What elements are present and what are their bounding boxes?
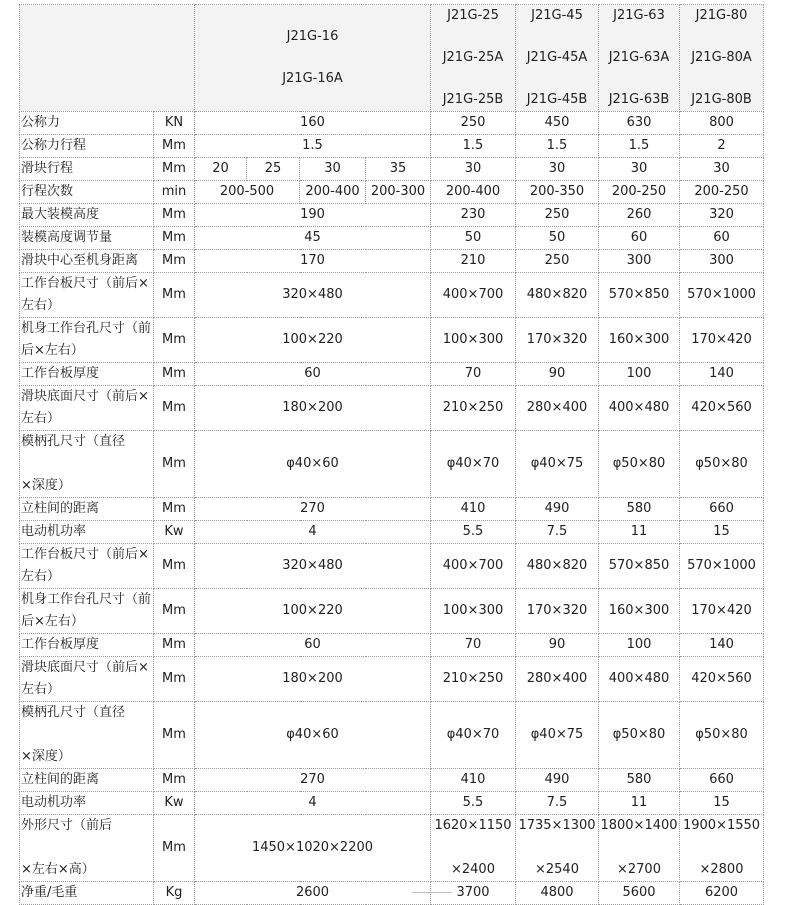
unit-cell: min [154, 181, 195, 204]
value-cell: 60 [599, 227, 680, 250]
value-cell: 140 [680, 634, 764, 657]
unit-cell: Mm [154, 158, 195, 181]
table-row [20, 227, 764, 250]
value-cell: 1.5 [516, 135, 599, 158]
table-row [20, 158, 764, 181]
table-row [20, 792, 764, 815]
table-row [20, 769, 764, 792]
row-label: 工作台板尺寸（前后×左右） [20, 273, 154, 318]
value-cell-16: 100×220 [195, 589, 431, 634]
value-cell: 11 [599, 792, 680, 815]
scroll-marker [412, 892, 452, 899]
model-name: J21G-80A [691, 50, 752, 65]
value-cell: 400×480 [599, 657, 680, 702]
value-cell: 480×820 [516, 544, 599, 589]
row-label: 滑块底面尺寸（前后×左右） [20, 386, 154, 431]
value-cell: 200-350 [516, 181, 599, 204]
value-cell: 140 [680, 363, 764, 386]
value-cell: φ50×80 [599, 702, 680, 769]
row-label-line: ×深度） [21, 478, 71, 493]
value-cell: 570×1000 [680, 273, 764, 318]
row-label [20, 815, 154, 882]
value-cell [599, 815, 680, 882]
row-label: 滑块行程 [20, 158, 154, 181]
model-name: J21G-45 [531, 8, 583, 23]
table-row [20, 634, 764, 657]
value-cell: 570×1000 [680, 544, 764, 589]
row-label: 工作台板厚度 [20, 363, 154, 386]
value-cell-16: 2600 [195, 882, 431, 905]
value-cell-16: 1.5 [195, 135, 431, 158]
value-cell: 170×320 [516, 589, 599, 634]
value-cell: 30 [680, 158, 764, 181]
value-cell: 5.5 [431, 792, 516, 815]
value-cell-16: φ40×60 [195, 431, 431, 498]
value-cell-16: 60 [195, 363, 431, 386]
value-cell: 400×480 [599, 386, 680, 431]
value-cell: 160×300 [599, 589, 680, 634]
value-cell: 170×420 [680, 589, 764, 634]
row-label: 装模高度调节量 [20, 227, 154, 250]
value-cell: φ40×70 [431, 431, 516, 498]
row-label [20, 702, 154, 769]
value-cell [516, 815, 599, 882]
table-row [20, 273, 764, 318]
value-cell: 210 [431, 250, 516, 273]
value-cell: 420×560 [680, 657, 764, 702]
row-label: 行程次数 [20, 181, 154, 204]
value-cell: 160×300 [599, 318, 680, 363]
value-line: ×2800 [699, 862, 744, 877]
value-cell-16: 270 [195, 769, 431, 792]
row-label: 立柱间的距离 [20, 769, 154, 792]
value-cell: 100×300 [431, 589, 516, 634]
value-cell-16: 1450×1020×2200 [195, 815, 431, 882]
row-label: 机身工作台孔尺寸（前后×左右） [20, 589, 154, 634]
sub-value-cell: 200-400 [300, 181, 366, 204]
sub-value-cell: 35 [366, 158, 431, 181]
unit-cell: Mm [154, 544, 195, 589]
model-name: J21G-63B [608, 92, 670, 107]
row-label: 工作台板厚度 [20, 634, 154, 657]
sub-value-cell: 25 [247, 158, 300, 181]
table-row [20, 318, 764, 363]
row-label: 机身工作台孔尺寸（前后×左右） [20, 318, 154, 363]
unit-cell: Mm [154, 363, 195, 386]
value-cell: 210×250 [431, 386, 516, 431]
value-cell: 100 [599, 363, 680, 386]
unit-cell: KN [154, 112, 195, 135]
value-cell-16: 4 [195, 792, 431, 815]
sub-value-cell: 20 [195, 158, 247, 181]
value-cell: 480×820 [516, 273, 599, 318]
value-line: 1800×1400 [600, 818, 678, 833]
value-cell: φ40×70 [431, 702, 516, 769]
value-cell: 50 [431, 227, 516, 250]
sub-value-cell: 200-300 [366, 181, 431, 204]
unit-cell: Mm [154, 318, 195, 363]
value-cell: 490 [516, 498, 599, 521]
header-model-63 [599, 5, 680, 112]
unit-cell: Mm [154, 498, 195, 521]
value-cell: 490 [516, 769, 599, 792]
value-cell: 50 [516, 227, 599, 250]
table-row [20, 204, 764, 227]
value-cell: 630 [599, 112, 680, 135]
unit-cell: Mm [154, 135, 195, 158]
value-line: ×2540 [535, 862, 579, 877]
value-cell: 100 [599, 634, 680, 657]
value-cell: 5.5 [431, 521, 516, 544]
row-label: 公称力 [20, 112, 154, 135]
value-cell: 660 [680, 498, 764, 521]
value-line: 1735×1300 [518, 818, 596, 833]
value-cell: 60 [680, 227, 764, 250]
model-name: J21G-63A [608, 50, 670, 65]
value-cell: 280×400 [516, 657, 599, 702]
value-cell: φ50×80 [599, 431, 680, 498]
table-row [20, 657, 764, 702]
table-row [20, 521, 764, 544]
value-cell: 3700 [431, 882, 516, 905]
value-cell: 420×560 [680, 386, 764, 431]
unit-cell: Mm [154, 769, 195, 792]
value-cell: 30 [516, 158, 599, 181]
unit-cell: Mm [154, 250, 195, 273]
value-cell: φ40×75 [516, 431, 599, 498]
value-cell: 210×250 [431, 657, 516, 702]
value-cell: 250 [516, 204, 599, 227]
value-cell-16: 4 [195, 521, 431, 544]
unit-cell: Mm [154, 815, 195, 882]
row-label: 电动机功率 [20, 521, 154, 544]
table-row [20, 498, 764, 521]
unit-cell: Kg [154, 882, 195, 905]
value-cell: 580 [599, 498, 680, 521]
value-cell: 170×320 [516, 318, 599, 363]
value-cell: 70 [431, 634, 516, 657]
value-cell: 2 [680, 135, 764, 158]
value-cell-16: 60 [195, 634, 431, 657]
value-line: ×2400 [451, 862, 495, 877]
unit-cell: Mm [154, 386, 195, 431]
row-label-line: 外形尺寸（前后 [21, 818, 113, 833]
model-name: J21G-45B [526, 92, 588, 107]
row-label: 公称力行程 [20, 135, 154, 158]
unit-cell: Mm [154, 589, 195, 634]
value-cell-16: 190 [195, 204, 431, 227]
spec-table [19, 4, 764, 905]
value-cell: 570×850 [599, 273, 680, 318]
value-cell [431, 815, 516, 882]
model-name: J21G-45A [526, 50, 588, 65]
table-row [20, 135, 764, 158]
value-cell: φ50×80 [680, 702, 764, 769]
value-cell-16: 320×480 [195, 544, 431, 589]
table-row [20, 386, 764, 431]
value-cell-16: 170 [195, 250, 431, 273]
value-cell: 170×420 [680, 318, 764, 363]
value-cell: 450 [516, 112, 599, 135]
model-name: J21G-80B [691, 92, 752, 107]
value-cell: 11 [599, 521, 680, 544]
value-cell-16: 180×200 [195, 386, 431, 431]
value-cell: 200-250 [599, 181, 680, 204]
value-cell-16: 270 [195, 498, 431, 521]
table-row [20, 431, 764, 498]
value-cell: 15 [680, 792, 764, 815]
value-line: 1620×1150 [434, 818, 512, 833]
value-cell: 400×700 [431, 544, 516, 589]
unit-cell: Kw [154, 792, 195, 815]
value-cell: 90 [516, 634, 599, 657]
value-cell: 90 [516, 363, 599, 386]
header-model-16 [195, 5, 431, 112]
value-cell: 100×300 [431, 318, 516, 363]
sub-value-cell: 200-500 [195, 181, 300, 204]
value-cell: 660 [680, 769, 764, 792]
value-cell: 7.5 [516, 792, 599, 815]
table-row [20, 250, 764, 273]
table-row [20, 544, 764, 589]
table-row [20, 112, 764, 135]
value-cell-16: 100×220 [195, 318, 431, 363]
header-model-45 [516, 5, 599, 112]
value-cell-16: φ40×60 [195, 702, 431, 769]
value-cell: 7.5 [516, 521, 599, 544]
value-cell: 1.5 [431, 135, 516, 158]
model-name: J21G-16 [286, 29, 339, 44]
value-cell: 800 [680, 112, 764, 135]
value-cell: 410 [431, 769, 516, 792]
table-row [20, 882, 764, 905]
value-cell: 280×400 [516, 386, 599, 431]
row-label-line: ×左右×高） [21, 862, 95, 877]
header-corner [20, 5, 195, 112]
row-label: 最大装模高度 [20, 204, 154, 227]
value-cell [680, 815, 764, 882]
value-cell-16: 45 [195, 227, 431, 250]
table-row [20, 589, 764, 634]
value-cell: 260 [599, 204, 680, 227]
value-cell: 580 [599, 769, 680, 792]
row-label: 电动机功率 [20, 792, 154, 815]
model-name: J21G-80 [695, 8, 748, 23]
table-row [20, 363, 764, 386]
unit-cell: Mm [154, 273, 195, 318]
model-name: J21G-25B [442, 92, 504, 107]
table-row [20, 815, 764, 882]
row-label-line: 模柄孔尺寸（直径 [21, 705, 126, 720]
value-cell: 400×700 [431, 273, 516, 318]
unit-cell: Mm [154, 204, 195, 227]
model-name: J21G-63 [613, 8, 665, 23]
value-cell: 300 [599, 250, 680, 273]
row-label: 滑块中心至机身距离 [20, 250, 154, 273]
header-row [20, 5, 764, 112]
row-label: 工作台板尺寸（前后×左右） [20, 544, 154, 589]
unit-cell: Mm [154, 227, 195, 250]
value-cell: 250 [516, 250, 599, 273]
value-cell-16: 320×480 [195, 273, 431, 318]
unit-cell: Mm [154, 657, 195, 702]
unit-cell: Mm [154, 702, 195, 769]
unit-cell: Mm [154, 634, 195, 657]
value-cell: 70 [431, 363, 516, 386]
value-cell: 230 [431, 204, 516, 227]
row-label: 净重/毛重 [20, 882, 154, 905]
table-row [20, 181, 764, 204]
value-cell: 300 [680, 250, 764, 273]
value-cell: 250 [431, 112, 516, 135]
row-label: 立柱间的距离 [20, 498, 154, 521]
row-label-line: 模柄孔尺寸（直径 [21, 434, 126, 449]
value-cell: 410 [431, 498, 516, 521]
value-cell-16: 160 [195, 112, 431, 135]
value-cell: 320 [680, 204, 764, 227]
value-cell: 15 [680, 521, 764, 544]
value-cell: 30 [599, 158, 680, 181]
row-label: 滑块底面尺寸（前后×左右） [20, 657, 154, 702]
model-name: J21G-25A [442, 50, 504, 65]
sub-value-cell: 30 [300, 158, 366, 181]
model-name: J21G-25 [447, 8, 499, 23]
unit-cell: Mm [154, 431, 195, 498]
value-cell: φ50×80 [680, 431, 764, 498]
row-label-line: ×深度） [21, 749, 71, 764]
value-cell: 30 [431, 158, 516, 181]
value-cell: 1.5 [599, 135, 680, 158]
value-line: 1900×1550 [682, 818, 761, 833]
unit-cell: Kw [154, 521, 195, 544]
value-cell: 6200 [680, 882, 764, 905]
header-model-25 [431, 5, 516, 112]
row-label [20, 431, 154, 498]
value-cell: 570×850 [599, 544, 680, 589]
value-cell: 200-250 [680, 181, 764, 204]
value-cell: 200-400 [431, 181, 516, 204]
model-name: J21G-16A [282, 71, 343, 86]
table-row [20, 702, 764, 769]
header-model-80 [680, 5, 764, 112]
value-cell: φ40×75 [516, 702, 599, 769]
value-cell: 4800 [516, 882, 599, 905]
value-cell: 5600 [599, 882, 680, 905]
value-cell-16: 180×200 [195, 657, 431, 702]
value-line: ×2700 [617, 862, 661, 877]
